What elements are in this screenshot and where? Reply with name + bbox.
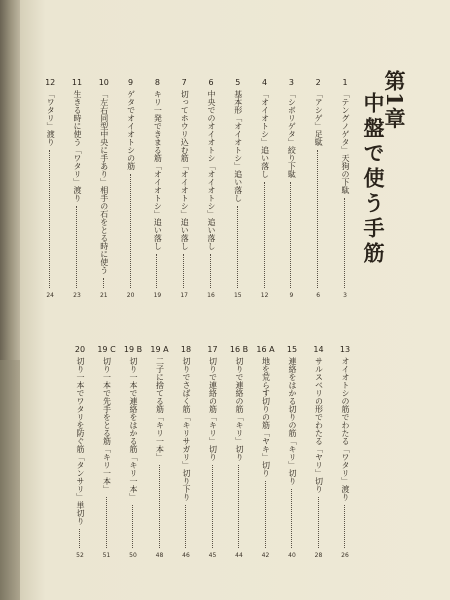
toc-entry-number: 19 C [97,345,116,354]
toc-entry-page: 16 [207,292,215,299]
toc-entry-page: 19 [153,292,162,299]
toc-entry [97,345,116,562]
toc-entry-title: 「アシゲ」足駄 [314,90,324,146]
toc-leader-dots [265,481,266,548]
toc-entry-page: 50 [129,552,137,559]
toc-leader-dots [106,497,107,548]
toc-entry-title: 「テングノゲタ」天狗の下駄 [341,90,350,194]
toc-entry [313,345,325,562]
toc-entry-page: 12 [260,292,269,299]
toc-entry-page: 6 [316,292,321,299]
toc-entry-page: 15 [233,292,242,299]
toc-entry [339,78,351,302]
toc-entry-page: 46 [182,552,190,559]
toc-entry-number: 7 [181,78,187,87]
toc-leader-dots [212,465,213,548]
toc-leader-dots [318,497,319,548]
toc-entry [259,78,271,302]
toc-entry-number: 12 [45,78,56,87]
toc-entry-number: 13 [339,345,351,354]
toc-entry [256,345,275,562]
toc-entry [71,78,83,302]
toc-leader-dots [344,198,345,288]
toc-leader-dots [159,465,160,548]
toc-entry [285,78,297,302]
toc-entry-page: 9 [289,292,294,299]
toc-entry [180,345,192,562]
toc-leader-dots [290,182,291,288]
toc-leader-dots [264,182,265,288]
toc-entry-number: 6 [208,78,214,87]
toc-entry-page: 3 [343,292,347,299]
toc-entry-page: 24 [46,292,54,299]
toc-entry [207,345,219,562]
toc-entry-number: 20 [74,345,86,354]
toc-entry-title: 連絡をはかる切りの筋「キリ」切り [288,357,297,485]
toc-leader-dots [130,174,131,288]
toc-entry-page: 52 [76,552,84,559]
toc-entry-page: 20 [126,292,135,299]
toc-leader-dots [49,150,50,288]
toc-entry-number: 17 [207,345,218,354]
toc-entry-title: ゲタでオイオトシの筋 [126,90,136,170]
toc-entry-page: 44 [235,552,243,559]
toc-entry [151,78,163,302]
toc-entry-number: 15 [286,345,298,354]
chapter-number: 第1章 [382,70,407,130]
toc-leader-dots [237,206,238,288]
toc-entry [123,345,143,562]
toc-entry-title: 生きる時に使う「ワタリ」渡り [73,90,82,202]
toc-entry-number: 10 [98,78,109,87]
toc-leader-dots [344,505,345,548]
toc-entry-page: 21 [99,292,108,299]
toc-entry-page: 26 [341,552,349,559]
toc-entry-title: 切ってホウリ込む筋「オイオトシ」追い落し [180,90,190,250]
toc-entry-page: 17 [180,292,188,299]
toc-entry-title: 「シボリゲタ」絞り下駄 [287,90,297,178]
toc-entry-number: 1 [342,78,348,87]
toc-leader-dots [210,254,211,288]
toc-entry-number: 2 [315,78,321,87]
toc-entry-number: 16 B [229,345,249,354]
toc-entry-title: 基本形「オイオトシ」追い落し [233,90,243,202]
toc-entry [312,78,324,302]
toc-entry-title: 中央でのオイオトシ「オイオトシ」追い落し [207,90,216,250]
toc-entry-title: サルスベリの形でわたる「ヤリ」切り [314,357,324,493]
toc-entry-page: 48 [155,552,164,559]
toc-entry [229,345,249,562]
toc-leader-dots [317,150,318,288]
toc-entry-title: 地を荒らす切りの筋「ヤキ」切り [261,357,271,477]
toc-entry-page: 51 [102,552,111,559]
toc-entry-title: 「左右同型中央に手あり」相手の石をとる時に使う [99,90,109,274]
toc-entry-number: 14 [313,345,324,354]
toc-leader-dots [185,505,186,548]
toc-leader-dots [291,489,292,548]
toc-entry-page: 23 [73,292,81,299]
toc-entry-title: 切りで連絡の筋「キリ」切り [235,357,244,461]
toc-entry [178,78,190,302]
toc-entry-number: 19 A [150,345,169,354]
toc-entry-page: 28 [314,552,323,559]
toc-leader-dots [183,254,184,288]
toc-entry [44,78,56,302]
toc-entry [74,345,86,562]
toc-entry-number: 18 [180,345,192,354]
toc-leader-dots [132,505,133,548]
toc-entry-number: 5 [235,78,241,87]
toc-entry [98,78,110,302]
chapter-title: 中盤で使う手筋 [361,92,386,267]
toc-entry-title: 「オイオトシ」追い落し [260,90,270,178]
toc-entry-page: 40 [288,552,296,559]
toc-entry-title: 切り一本で連絡をはかる筋「キリ一本」 [129,357,138,501]
toc-entry-title: オイオトシの筋でわたる「ワタリ」渡り [341,357,350,501]
toc-entry-title: 切りで連絡の筋「キリ」切り [208,357,218,461]
toc-entry-title: 「ワタリ」渡り [46,90,56,146]
toc-entry-number: 9 [128,78,134,87]
toc-entry-number: 3 [288,78,294,87]
toc-entry-page: 45 [208,552,217,559]
toc-leader-dots [103,278,104,288]
toc-leader-dots [238,465,239,548]
toc-entry-title: 切りでさばく筋「キリサガリ」切り下り [182,357,191,501]
toc-entry [286,345,298,562]
toc-entry-number: 4 [262,78,268,87]
toc-entry [125,78,137,302]
toc-entry-title: 切り一本でワタリを防ぐ筋「タンサリ」単切り [76,357,85,525]
toc-entry [150,345,169,562]
toc-leader-dots [76,206,77,288]
chapter-heading [361,70,407,267]
toc-entry-page: 42 [261,552,270,559]
toc-entry-title: 二子に捨てる筋「キリ一本」 [155,357,165,461]
toc-leader-dots [79,529,80,548]
toc-entry-number: 11 [71,78,83,87]
toc-entry-title: キリ一発できまる筋「オイオトシ」追い落し [153,90,163,250]
toc-entry [339,345,351,562]
toc-leader-dots [156,254,157,288]
toc-entry [205,78,217,302]
toc-entry-number: 19 B [123,345,143,354]
toc-entry-number: 8 [154,78,160,87]
toc-entry-title: 切り一本で先手をとる筋「キリ一本」 [102,357,112,493]
toc-entry-number: 16 A [256,345,275,354]
toc-entry [232,78,244,302]
